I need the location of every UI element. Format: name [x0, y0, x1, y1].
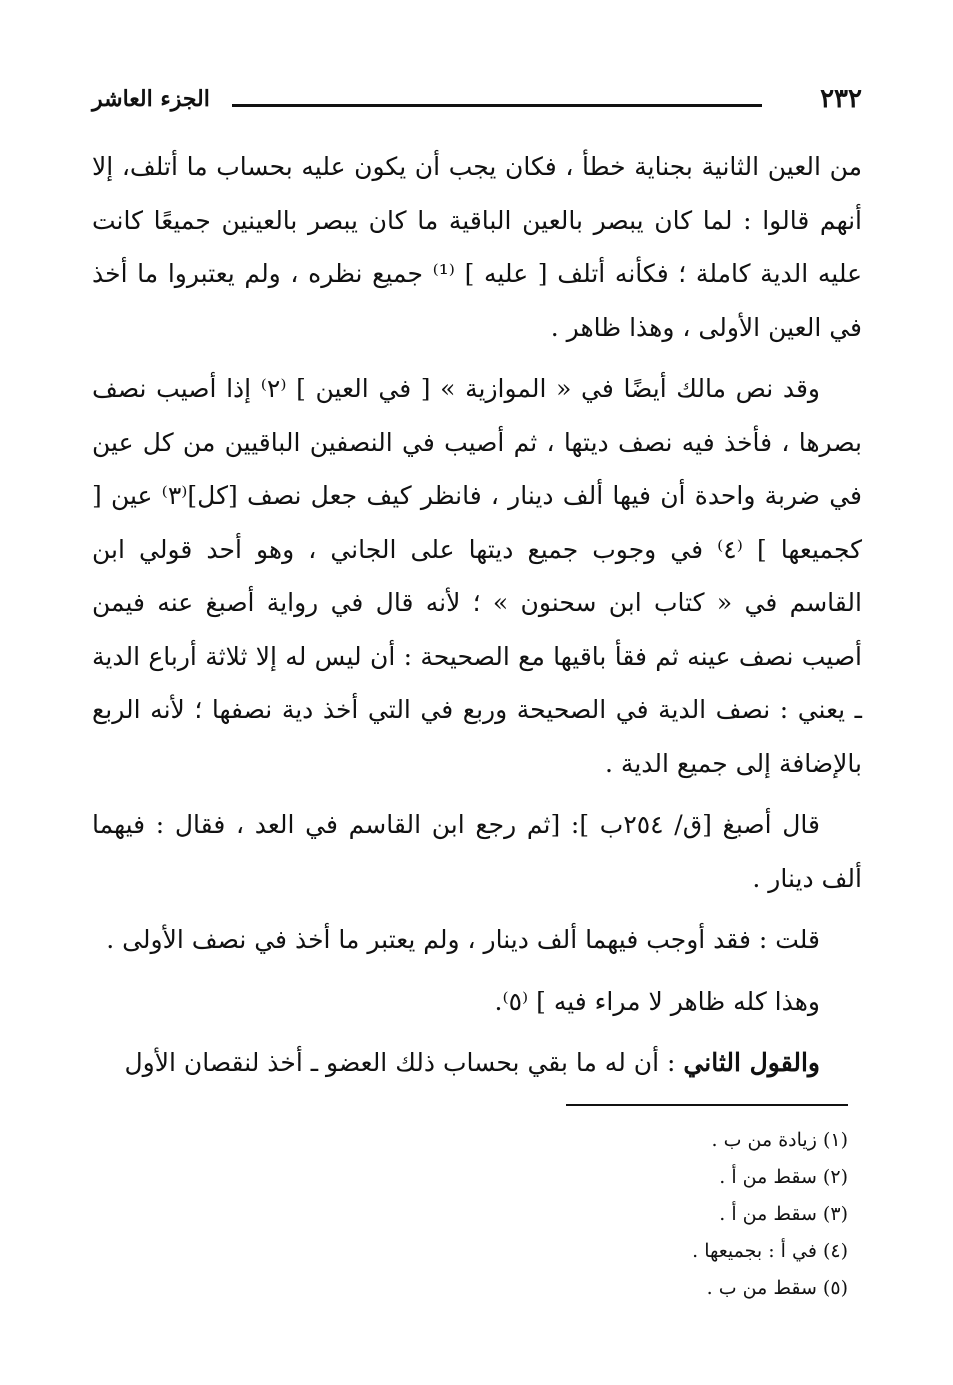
paragraph-3: قال أصبغ [ق/ ٢٥٤ب ]: [ثم رجع ابن القاسم في العد ، فقال : فيهما ألف دينار . — [92, 810, 862, 893]
header-rule — [232, 104, 762, 107]
footnote-5: (٥) سقط من ب . — [706, 1277, 848, 1299]
body-text — [92, 140, 862, 1098]
footnotes — [188, 1122, 848, 1307]
second-opinion-text: : أن له ما بقي بحساب ذلك العضو ـ أخذ لنقصان الأول — [124, 1048, 684, 1077]
running-title: الجزء العاشر — [92, 86, 210, 112]
footnote-1: (١) زيادة من ب . — [711, 1129, 848, 1151]
footnote-3: (٣) سقط من أ . — [719, 1203, 848, 1225]
footnote-2: (٢) سقط من أ . — [719, 1166, 848, 1188]
paragraph-5: وهذا كله ظاهر لا مراء فيه ] ⁽٥⁾. — [494, 986, 820, 1016]
paragraph-6 — [92, 1036, 862, 1090]
paragraph-4: قلت : فقد أوجب فيهما ألف دينار ، ولم يعتبر ما أخذ في نصف الأولى . — [106, 925, 820, 954]
second-opinion-lead: والقول الثاني — [683, 1048, 820, 1077]
paragraph-2: وقد نص مالك أيضًا في « الموازية » [ في العين ] ⁽٢⁾ إذا أصيب نصف بصرها ، فأخذ فيه نصف ديتها ، ثم أصيب في النصفين الباقيين من كل عين في ضربة واحدة أن فيها ألف دينار ، فانظر كيف جعل نصف [كل]⁽٣⁾ عين [ كجميعها ] ⁽٤⁾ في وجوب جميع ديتها على الجاني ، وهو أحد قولي ابن القاسم في « كتاب ابن سحنون » ؛ لأنه قال في رواية أصبغ عنه فيمن أصيب نصف عينه ثم فقأ باقيها مع الصحيحة : أن ليس له إلا ثلاثة أرباع الدية ـ يعني : نصف الدية في الصحيحة وربع في التي أخذ دية نصفها ؛ لأنه الربع بالإضافة إلى جميع الدية . — [92, 374, 862, 778]
page-header — [92, 82, 862, 122]
footnote-rule — [566, 1104, 848, 1106]
footnote-4: (٤) في أ : بجميعها . — [692, 1240, 848, 1262]
page-number: ٢٣٢ — [820, 84, 862, 114]
paragraph-1: من العين الثانية بجناية خطأ ، فكان يجب أن يكون عليه بحساب ما أتلف، إلا أنهم قالوا : لما كان يبصر بالعين الباقية ما كان يبصر بالعينين جميعًا كانت عليه الدية كاملة ؛ فكأنه أتلف [ عليه ] ⁽¹⁾ جميع نظره ، ولم يعتبروا ما أخذ في العين الأولى ، وهذا ظاهر . — [92, 152, 863, 342]
